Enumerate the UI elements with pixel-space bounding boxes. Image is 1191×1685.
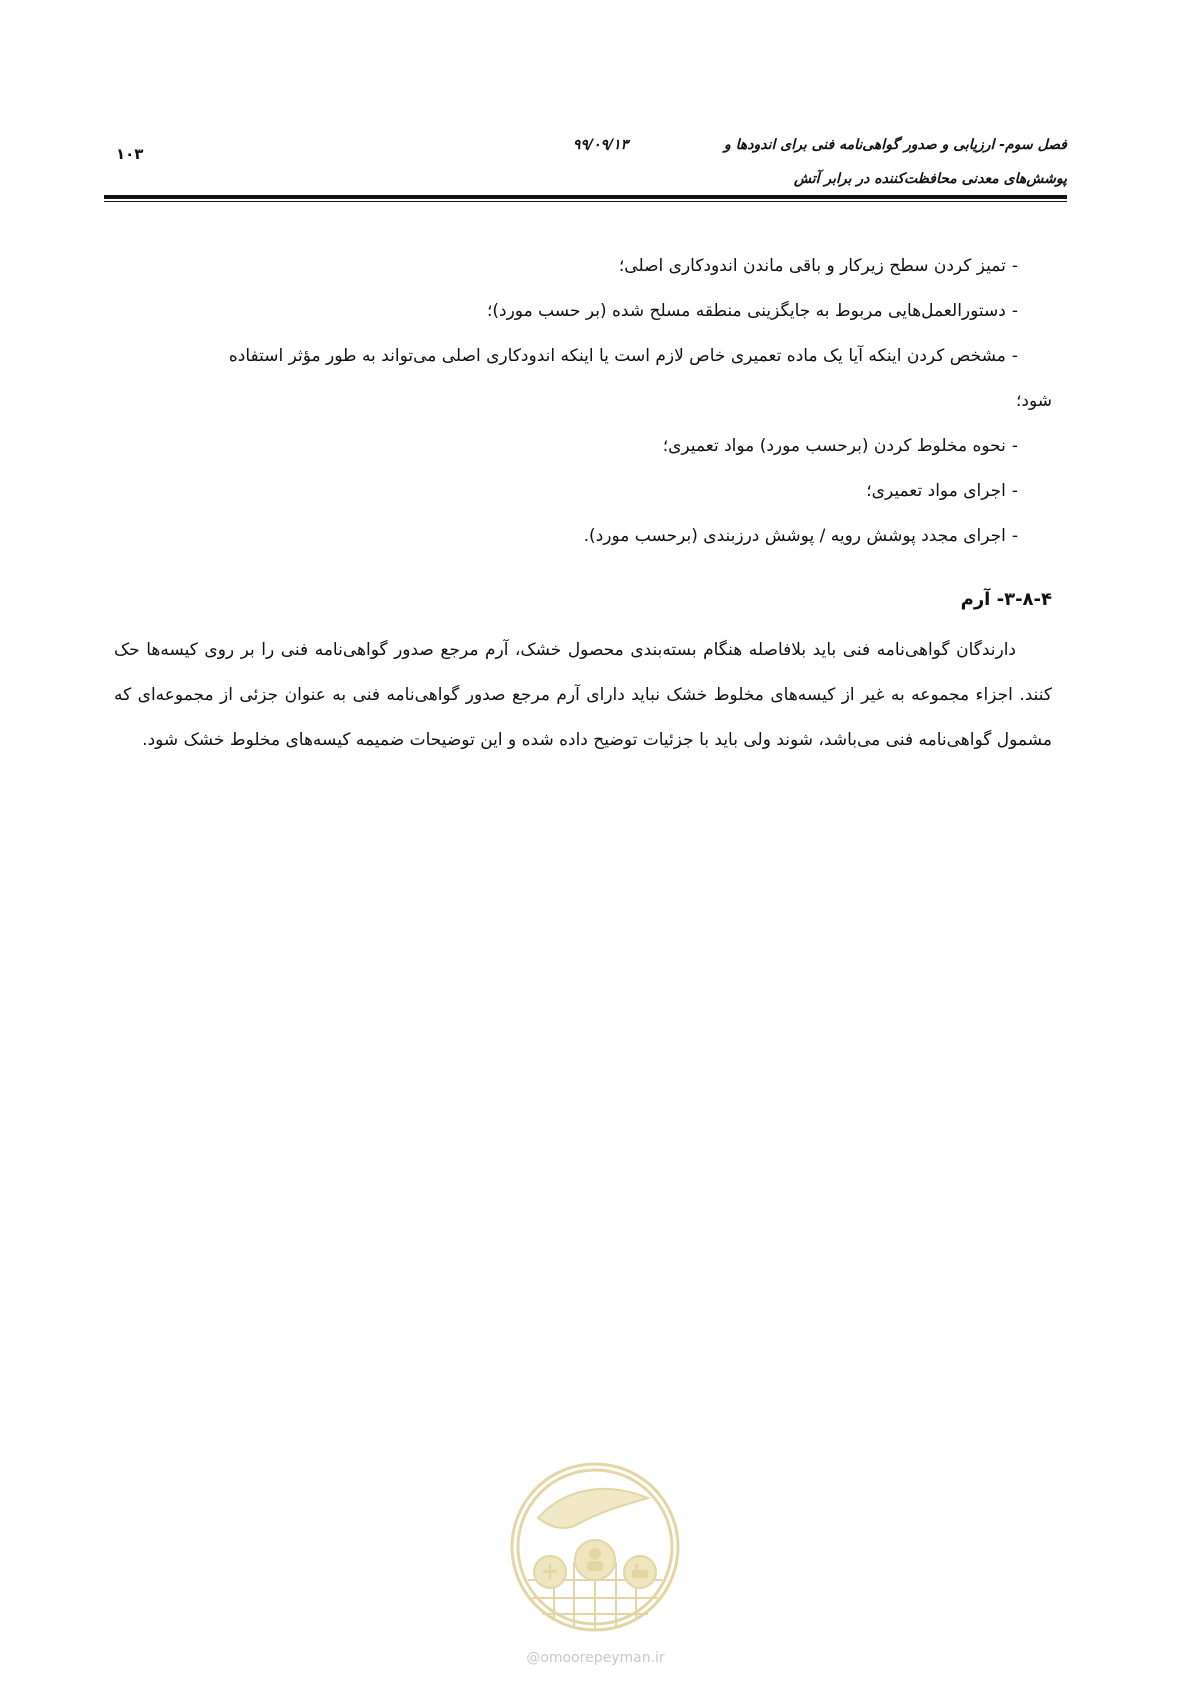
header-date: ۹۹/۰۹/۱۳: [572, 137, 629, 153]
page-header: [104, 128, 1067, 198]
organization-seal-logo: [508, 1460, 682, 1634]
bullet-dash: -: [1011, 301, 1018, 321]
list-item: [114, 469, 1052, 514]
header-rule-thick: [104, 195, 1067, 199]
list-item: [114, 514, 1052, 559]
list-item: [114, 424, 1052, 469]
list-item: [114, 289, 1052, 334]
section-heading: ۳-۸-۴- آرم: [960, 589, 1052, 610]
list-item-text: دستورالعمل‌هایی مربوط به جایگزینی منطقه مسلح شده (بر حسب مورد)؛: [486, 301, 1006, 321]
list-item-text: تمیز کردن سطح زیرکار و باقی ماندن اندودکاری اصلی؛: [618, 256, 1006, 276]
list-item-text: اجرای مواد تعمیری؛: [866, 481, 1006, 501]
list-item: [114, 244, 1052, 289]
page-number: ۱۰۳: [116, 145, 144, 163]
watermark-url: @omoorepeyman.ir: [526, 1650, 665, 1666]
bullet-dash: -: [1011, 526, 1018, 546]
bullet-list: [114, 244, 1052, 559]
list-item-text: مشخص کردن اینکه آیا یک ماده تعمیری خاص لازم است یا اینکه اندودکاری اصلی می‌تواند به طور مؤثر استفاده: [228, 346, 1006, 366]
list-item: [114, 334, 1052, 424]
chapter-title-line-2: پوشش‌های معدنی محافظت‌کننده در برابر آتش: [793, 171, 1067, 187]
section-paragraph: دارندگان گواهی‌نامه فنی باید بلافاصله هنگام بسته‌بندی محصول خشک، آرم مرجع صدور گواهی‌نامه فنی را بر روی کیسه‌ها حک کنند. اجزاء مجموعه به غیر از کیسه‌های مخلوط خشک نباید دارای آرم مرجع صدور گواهی‌نامه فنی به عنوان جزئی از مجموعه‌ای که مشمول گواهی‌نامه فنی می‌باشد، شوند ولی باید با جزئیات توضیح داده شده و این توضیحات ضمیمه کیسه‌های مخلوط خشک شود.: [114, 640, 1052, 750]
list-item-text: اجرای مجدد پوشش رویه / پوشش درزبندی (برحسب مورد).: [583, 526, 1006, 546]
page-body: [114, 244, 1052, 763]
list-item-text: نحوه مخلوط کردن (برحسب مورد) مواد تعمیری؛: [662, 436, 1006, 456]
bullet-dash: -: [1011, 256, 1018, 276]
list-item-continuation: شود؛: [1015, 391, 1052, 411]
bullet-dash: -: [1011, 481, 1018, 501]
bullet-dash: -: [1011, 346, 1018, 366]
header-rule-thin: [104, 201, 1067, 202]
bullet-dash: -: [1011, 436, 1018, 456]
chapter-title-line-1: فصل سوم- ارزیابی و صدور گواهی‌نامه فنی برای اندودها و: [724, 137, 1067, 153]
logo-calligraphy: [538, 1489, 648, 1528]
